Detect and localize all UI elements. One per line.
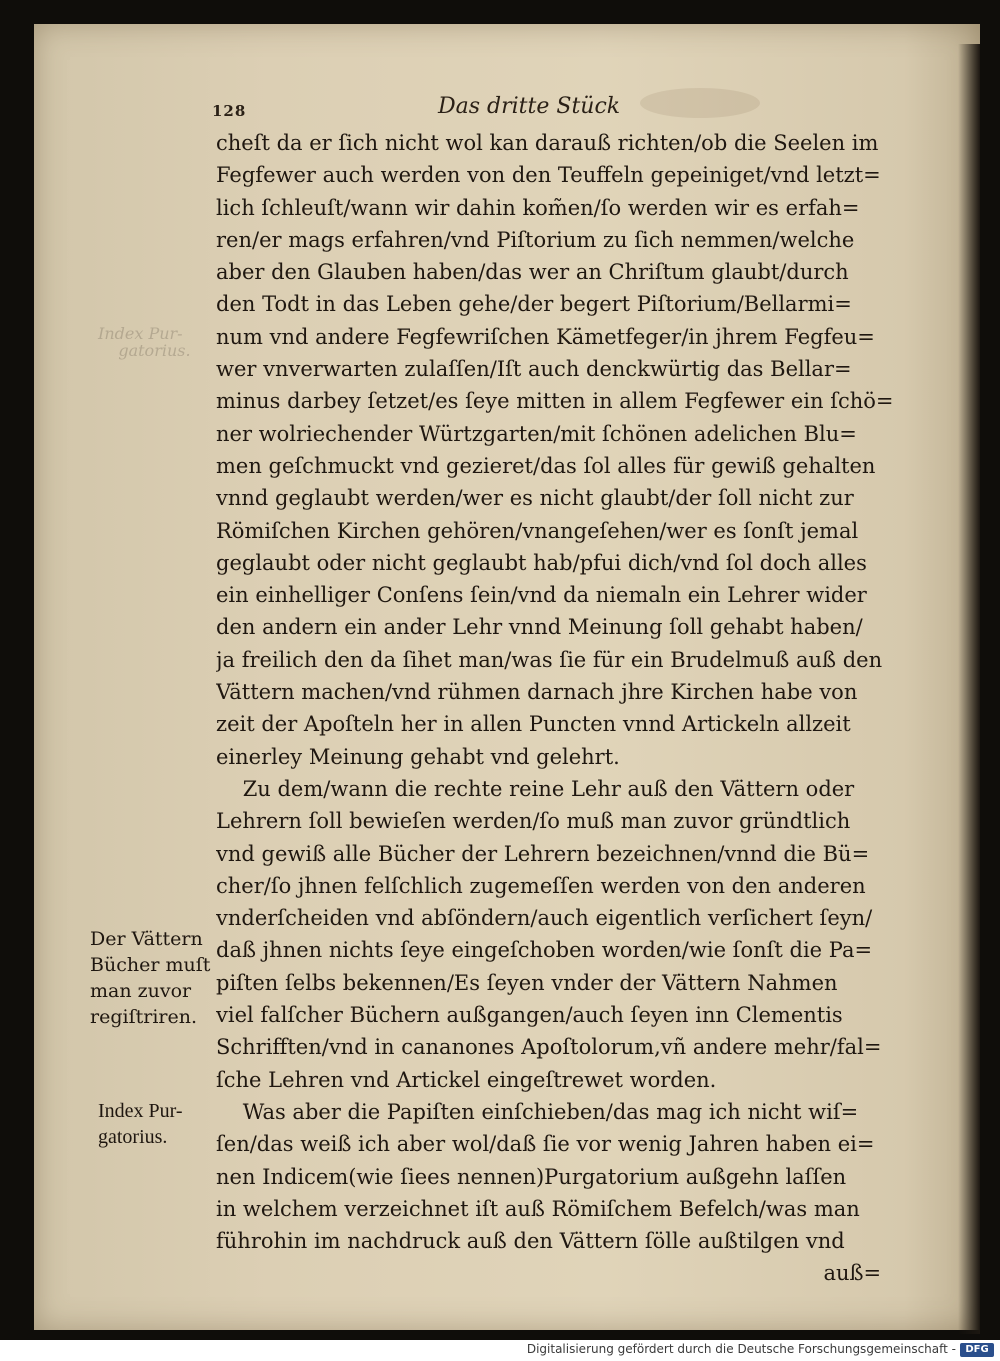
margin-note-line: Der Vättern: [90, 928, 203, 950]
text-line: cher/ſo jhnen felſchlich zugemeſſen werden von den anderen: [216, 873, 866, 898]
text-line: einerley Meinung gehabt vnd gelehrt.: [216, 744, 620, 769]
text-line: Vättern machen/vnd rühmen darnach jhre Kirchen habe von: [216, 680, 858, 705]
text-line: aber den Glauben haben/das wer an Chriſtum glaubt/durch: [216, 260, 849, 285]
text-line: Schrifften/vnd in cananones Apoſtolorum,vñ andere mehr/fal=: [216, 1035, 882, 1060]
dfg-logo: DFG: [960, 1343, 994, 1357]
page-header: [210, 94, 950, 124]
text-line: Römiſchen Kirchen gehören/vnangeſehen/wer es ſonſt jemal: [216, 518, 859, 543]
text-line: Was aber die Papiſten einſchieben/das mag ich nicht wiſ=: [216, 1099, 859, 1124]
text-line: vnd gewiß alle Bücher der Lehrern bezeichnen/vnnd die Bü=: [216, 841, 870, 866]
text-line: in welchem verzeichnet iſt auß Römiſchem Befelch/was man: [216, 1196, 860, 1221]
text-line: vnnd geglaubt werden/wer es nicht glaubt/der ſoll nicht zur: [216, 486, 854, 511]
text-line: führohin im nachdruck auß den Vättern ſölle außtilgen vnd: [216, 1229, 845, 1254]
margin-note-line: Bücher muſt: [90, 954, 211, 976]
text-line: cheſt da er ſich nicht wol kan darauß richten/ob die Seelen im: [216, 131, 879, 155]
footer-bar: [0, 1340, 1000, 1361]
text-line: zeit der Apoſteln her in allen Puncten vnnd Artickeln allzeit: [216, 712, 851, 737]
text-line: geglaubt oder nicht geglaubt hab/pfui dich/vnd ſol doch alles: [216, 550, 867, 575]
margin-note-vaettern-buecher: [90, 926, 220, 1030]
text-line: auß=: [216, 1261, 882, 1286]
text-line: den Todt in das Leben gehe/der begert Piſtorium/Bellarmi=: [216, 292, 852, 317]
text-line: ner wolriechender Würtzgarten/mit ſchönen adelichen Blu=: [216, 421, 857, 446]
bleed-through-note: Index Pur- gatorius.: [98, 324, 191, 360]
running-head: Das dritte Stück: [438, 94, 621, 119]
text-line: ja freilich den da ſihet man/was ſie für ein Brudelmuß auß den: [216, 647, 883, 672]
text-line: viel falſcher Büchern außgangen/auch ſeyen inn Clementis: [216, 1003, 843, 1028]
text-line: men geſchmuckt vnd gezieret/das ſol alles für gewiß gehalten: [216, 453, 876, 478]
text-line: vnderſcheiden vnd abſöndern/auch eigentlich verſichert ſeyn/: [216, 906, 873, 931]
text-line: Fegfewer auch werden von den Teuffeln gepeiniget/vnd letzt=: [216, 163, 881, 188]
text-line: ren/er mags erfahren/vnd Piſtorium zu ſich nemmen/welche: [216, 227, 855, 252]
footer-credit: Digitalisierung gefördert durch die Deutsche Forschungsgemeinschaft -: [526, 1342, 956, 1356]
text-line: daß jhnen nichts ſeye eingeſchoben worden/wie ſonſt die Pa=: [216, 938, 873, 963]
text-line: den andern ein ander Lehr vnnd Meinung ſoll gehabt haben/: [216, 615, 863, 640]
text-line: minus darbey ſetzet/es ſeye mitten in allem Fegfewer ein ſchö=: [216, 389, 894, 414]
margin-note-line: Index Pur-: [98, 1100, 183, 1122]
margin-note-line: regiſtriren.: [90, 1006, 197, 1028]
text-line: ſche Lehren vnd Artickel eingeſtrewet worden.: [216, 1067, 717, 1092]
page-number: 128: [212, 102, 247, 120]
text-line: Zu dem/wann die rechte reine Lehr auß den Vättern oder: [216, 776, 855, 801]
margin-note-index-purgatorius: [98, 1098, 218, 1150]
text-line: wer vnverwarten zulaſſen/Iſt auch denckwürtig das Bellar=: [216, 357, 852, 382]
text-line: num vnd andere Fegfewriſchen Kämetfeger/in jhrem Fegfeu=: [216, 324, 875, 349]
margin-note-line: man zuvor: [90, 980, 192, 1002]
page-gutter-shadow: [958, 44, 980, 1334]
text-line: lich ſchleuſt/wann wir dahin kom̃en/ſo werden wir es erfah=: [216, 195, 860, 220]
margin-note-line: gatorius.: [98, 1126, 168, 1148]
body-text: [216, 127, 958, 1290]
text-line: Lehrern ſoll bewieſen werden/ſo muß man zuvor gründtlich: [216, 809, 851, 834]
text-line: ſen/das weiß ich aber wol/daß ſie vor wenig Jahren haben ei=: [216, 1132, 875, 1157]
text-line: nen Indicem(wie ſiees nennen)Purgatorium außgehn laſſen: [216, 1164, 847, 1189]
text-line: ein einhelliger Conſens ſein/vnd da niemaln ein Lehrer wider: [216, 583, 867, 608]
text-line: piſten ſelbs bekennen/Es ſeyen vnder der Vättern Nahmen: [216, 970, 838, 995]
